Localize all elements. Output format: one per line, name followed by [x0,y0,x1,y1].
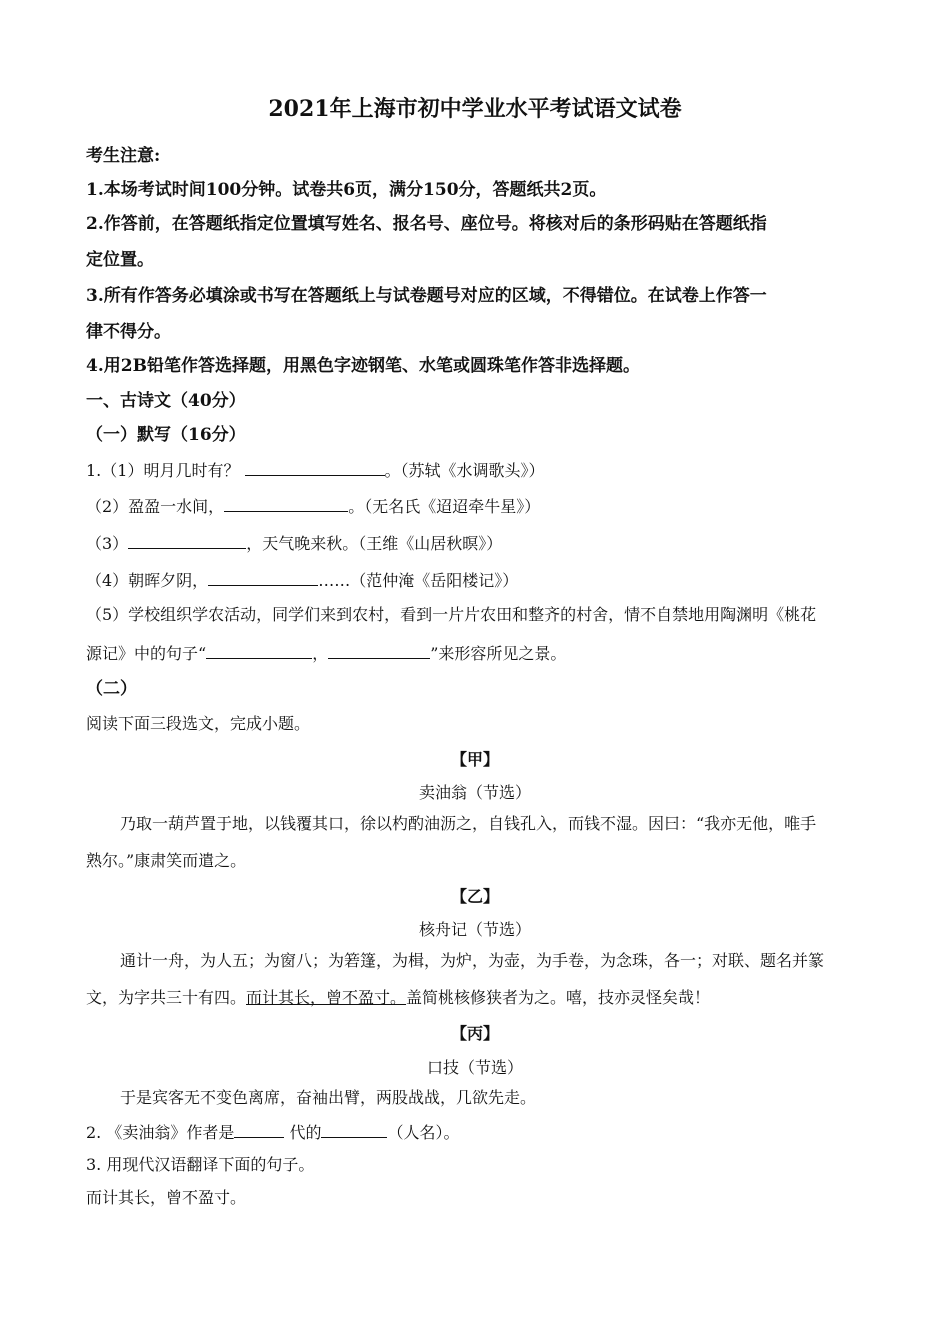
question-3: 3. 用现代汉语翻译下面的句子。 [86,1155,315,1174]
passage-yi-line [86,988,710,1008]
underlined-sentence: 而计其长，曾不盈寸。 [246,988,407,1007]
notice-heading: 考生注意: [86,146,161,166]
q1-text: ，天气晚来秋。（王维《山居秋暝》） [246,534,503,553]
subsection-heading: （二） [86,679,137,699]
question-1-line-5: （5）学校组织学农活动，同学们来到农村，看到一片片农田和整齐的村舍，情不自禁地用陶渊明《桃花 [86,605,817,624]
question-1-line-4 [86,570,518,591]
question-2 [86,1122,459,1143]
q2-text: 代的 [284,1123,322,1142]
q1-text: ”来形容所见之景。 [430,644,567,663]
q1-text: 。（苏轼《水调歌头》） [384,461,545,480]
section-heading: 一、古诗文（40分） [86,391,246,411]
q1-text: 源记》中的句子“ [86,644,207,663]
notice-item: 2.作答前，在答题纸指定位置填写姓名、报名号、座位号。将核对后的条形码贴在答题纸指 [86,214,767,234]
passage-title-bing: 口技（节选） [426,1058,523,1077]
passage-yi-line: 通计一舟，为人五；为窗八；为箬篷，为楫，为炉，为壶，为手卷，为念珠，各一；对联、题名并篆 [120,951,825,970]
passage-jia-line: 乃取一葫芦置于地，以钱覆其口，徐以杓酌油沥之，自钱孔入，而钱不湿。因曰：“我亦无他，唯手 [120,814,817,833]
answer-blank[interactable] [234,1122,284,1138]
q2-text: 2. 《卖油翁》作者是 [86,1123,235,1142]
passage-text: 文，为字共三十有四。 [86,988,247,1007]
q1-text: （2）盈盈一水间， [86,497,225,516]
question-1-line-1 [86,460,545,481]
notice-item: 1.本场考试时间100分钟。试卷共6页，满分150分，答题纸共2页。 [86,180,607,200]
answer-blank[interactable] [128,533,246,549]
q1-text: 。（无名氏《迢迢牵牛星》） [348,497,541,516]
question-1-line-6 [86,643,566,664]
notice-item: 定位置。 [86,250,154,270]
reading-intro: 阅读下面三段选文，完成小题。 [86,714,311,733]
notice-item: 3.所有作答务必填涂或书写在答题纸上与试卷题号对应的区域，不得错位。在试卷上作答一 [86,286,767,306]
passage-text: 盖简桃核修狭者为之。嘻，技亦灵怪矣哉！ [406,988,711,1007]
question-1-line-3 [86,533,502,554]
passage-title-jia: 卖油翁（节选） [418,783,531,802]
q1-text: ……（范仲淹《岳阳楼记》） [318,571,519,590]
page-title: 2021年上海市初中学业水平考试语文试卷 [268,96,682,122]
answer-blank[interactable] [206,643,312,659]
question-3-sentence: 而计其长，曾不盈寸。 [86,1188,247,1207]
subsection-heading: （一）默写（16分） [86,425,246,445]
passage-tag-yi: 【乙】 [450,887,499,906]
passage-bing-line: 于是宾客无不变色离席，奋袖出臂，两股战战，几欲先走。 [120,1088,537,1107]
q1-text: （3） [86,534,129,553]
answer-blank[interactable] [328,643,430,659]
passage-tag-jia: 【甲】 [450,750,499,769]
answer-blank[interactable] [245,460,385,476]
notice-item: 4.用2B铅笔作答选择题，用黑色字迹钢笔、水笔或圆珠笔作答非选择题。 [86,356,640,376]
passage-jia-line: 熟尔。”康肃笑而遣之。 [86,851,247,870]
notice-item: 律不得分。 [86,322,171,342]
q1-text: 1.（1）明月几时有？ [86,461,240,480]
passage-tag-bing: 【丙】 [450,1024,499,1043]
q2-text: （人名）。 [387,1123,460,1142]
passage-title-yi: 核舟记（节选） [418,920,531,939]
answer-blank[interactable] [208,570,318,586]
answer-blank[interactable] [224,496,348,512]
q1-text: （4）朝晖夕阴， [86,571,209,590]
question-1-line-2 [86,496,540,517]
q1-text: ， [312,644,329,663]
answer-blank[interactable] [321,1122,387,1138]
